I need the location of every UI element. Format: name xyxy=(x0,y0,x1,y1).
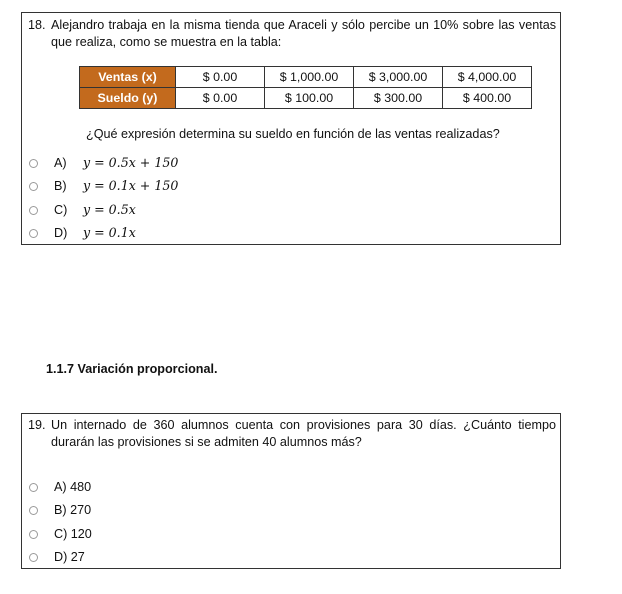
option-label: A) 480 xyxy=(54,480,92,494)
radio-button[interactable] xyxy=(29,483,38,492)
question-18-number: 18. xyxy=(28,18,46,32)
radio-button[interactable] xyxy=(29,506,38,515)
question-18-prompt: ¿Qué expresión determina su sueldo en función de las ventas realizadas? xyxy=(86,127,500,141)
question-19-number: 19. xyxy=(28,418,46,432)
option-expression: y = 0.5x xyxy=(83,202,136,217)
table-header-sueldo: Sueldo (y) xyxy=(80,88,176,109)
question-18-stem xyxy=(28,17,556,51)
radio-button[interactable] xyxy=(29,206,38,215)
table-cell: $ 0.00 xyxy=(176,67,265,88)
option-a[interactable] xyxy=(22,479,322,497)
table-cell: $ 3,000.00 xyxy=(354,67,443,88)
option-letter: B) xyxy=(54,179,67,193)
table-cell: $ 4,000.00 xyxy=(443,67,532,88)
radio-button[interactable] xyxy=(29,182,38,191)
option-b[interactable] xyxy=(22,178,322,196)
option-letter: D) xyxy=(54,226,68,240)
radio-button[interactable] xyxy=(29,159,38,168)
section-title: 1.1.7 Variación proporcional. xyxy=(46,362,218,376)
table-cell: $ 0.00 xyxy=(176,88,265,109)
option-label: B) 270 xyxy=(54,503,92,517)
table-row xyxy=(80,67,532,88)
option-expression: y = 0.5x + 150 xyxy=(83,155,179,170)
table-cell: $ 1,000.00 xyxy=(265,67,354,88)
radio-button[interactable] xyxy=(29,553,38,562)
option-a[interactable] xyxy=(22,155,322,173)
option-b[interactable] xyxy=(22,502,322,520)
option-expression: y = 0.1x xyxy=(83,225,136,240)
table-cell: $ 300.00 xyxy=(354,88,443,109)
question-18-box xyxy=(21,12,561,245)
radio-button[interactable] xyxy=(29,229,38,238)
table-header-ventas: Ventas (x) xyxy=(80,67,176,88)
option-label: D) 27 xyxy=(54,550,85,564)
option-expression: y = 0.1x + 150 xyxy=(83,178,179,193)
option-c[interactable] xyxy=(22,202,322,220)
question-19-box xyxy=(21,413,561,569)
option-c[interactable] xyxy=(22,526,322,544)
option-letter: A) xyxy=(54,156,67,170)
option-d[interactable] xyxy=(22,225,322,243)
question-18-text: Alejandro trabaja en la misma tienda que Araceli y sólo percibe un 10% sobre las ventas que realiza, como se muestra en la tabla: xyxy=(51,18,556,49)
option-label: C) 120 xyxy=(54,527,92,541)
option-d[interactable] xyxy=(22,549,322,567)
option-letter: C) xyxy=(54,203,68,217)
table-cell: $ 400.00 xyxy=(443,88,532,109)
sales-salary-table xyxy=(79,66,532,109)
radio-button[interactable] xyxy=(29,530,38,539)
table-cell: $ 100.00 xyxy=(265,88,354,109)
question-19-text: Un internado de 360 alumnos cuenta con provisiones para 30 días. ¿Cuánto tiempo durarán las provisiones si se admiten 40 alumnos más? xyxy=(51,418,556,449)
question-19-stem xyxy=(28,417,556,451)
table-row xyxy=(80,88,532,109)
